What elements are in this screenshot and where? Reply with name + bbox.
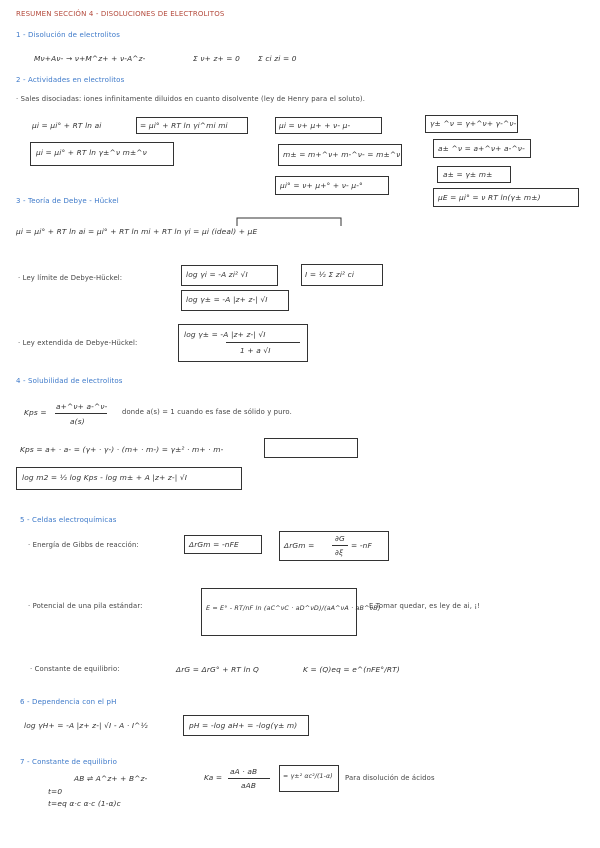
excess-potential-equation: μE = μi° = ν RT ln(γ± m±) [438,193,541,202]
section-2-heading: 2 - Actividades en electrolitos [16,76,125,84]
charge-balance-equation: Σ ν+ z+ = 0 [193,54,241,63]
acid-constant-label: Ka = [204,773,223,782]
ksp-denominator: a(s) [70,417,85,426]
potential-sum-equation: μi = ν+ μ+ + ν- μ- [279,121,351,130]
ksp-fraction-bar [55,413,107,414]
excess-term-bracket [235,216,345,228]
debye-huckel-potential-equation: μi = μi° + RT ln ai = μi° + RT ln mi + RT ln γi = μi (ideal) + μE [16,227,258,236]
ph-equation: pH = -log aH+ = -log(γ± m) [189,721,298,730]
extended-law-denominator: 1 + a √I [240,346,271,355]
ksp-expanded-equation: Kps = a+ · a- = (γ+ · γ-) · (m+ · m-) = γ±² · m+ · m- [20,445,224,454]
section-5-heading: 5 - Celdas electroquímicas [20,516,117,524]
chemical-potential-expanded: = μi° + RT ln γi^mi mi [140,121,228,130]
acid-constant-numerator: aA · aB [230,767,258,776]
nernst-box [201,588,357,636]
ionic-strength-equation: I = ½ Σ zi² ci [305,270,355,279]
nernst-label: · Potencial de una pila estándar: [28,602,143,610]
section-7-heading: 7 - Constante de equilibrio [20,758,118,766]
ksp-numerator: a+^ν+ a-^ν- [56,402,108,411]
weak-acid-equilibrium: AB ⇌ A^z+ + B^z- [74,774,148,783]
nernst-equation: E = E° - RT/nF ln (aC^νC · aD^νD)/(aA^νA · aB^νB) [206,604,381,612]
solubility-equation: log m2 = ½ log Kps - log m± + A |z+ z-| √I [22,473,188,482]
activity-product-equation: a± = γ± m± [443,170,493,179]
acid-constant-denominator: aAB [241,781,257,790]
mean-activity-equation: a± ^ν = a+^ν+ a-^ν- [438,144,525,153]
gibbs-equation: ΔrGm = -nFE [189,540,239,549]
standard-potential-equation: μi° = ν+ μ+° + ν- μ-° [280,181,363,190]
extended-law-fraction-bar [226,342,300,343]
mean-activity-coefficient-equation: γ± ^ν = γ+^ν+ γ-^ν- [430,119,517,128]
reaction-gibbs-equation: ΔrG = ΔrG° + RT ln Q [176,665,260,674]
limiting-law-label: · Ley límite de Debye-Hückel: [18,274,123,282]
document-title: RESUMEN SECCIÓN 4 - DISOLUCIONES DE ELECTROLITOS [16,10,225,18]
limiting-law-equation-2: log γ± = -A |z+ z-| √I [186,295,268,304]
mean-potential-equation: μi = μi° + RT ln γ±^ν m±^ν [36,148,147,157]
ksp-label: Kps = [24,408,47,417]
section-1-heading: 1 - Disolución de electrolitos [16,31,121,39]
acid-constant-note: Para disolución de ácidos [345,774,435,782]
ksp-result-box [264,438,358,458]
section-3-heading: 3 - Teoría de Debye - Hückel [16,197,119,205]
ksp-note: donde a(s) = 1 cuando es fase de sólido y puro. [122,408,292,416]
equilibrium-label: · Constante de equilibrio: [30,665,120,673]
limiting-law-equation-1: log γi = -A zi² √I [186,270,248,279]
acid-constant-result: = γ±² αc²/(1-α) [283,773,333,780]
extended-law-numerator: log γ± = -A |z+ z-| √I [184,330,266,339]
gibbs-label: · Energía de Gibbs de reacción: [28,541,139,549]
section-6-heading: 6 - Dependencia con el pH [20,698,117,706]
dissociation-equation: Mν+Aν- → ν+M^z+ + ν-A^z- [34,54,146,63]
electroneutrality-equation: Σ ci zi = 0 [258,54,297,63]
acid-constant-bar [228,778,270,779]
extended-law-label: · Ley extendida de Debye-Hückel: [18,339,138,347]
mean-molality-equation: m± = m+^ν+ m-^ν- = m±^ν [283,150,401,159]
section-4-heading: 4 - Solubilidad de electrolitos [16,377,123,385]
ph-activity-equation: log γH+ = -A |z+ z-| √I - A · I^½ [24,721,148,730]
chemical-potential-equation: μi = μi° + RT ln ai [32,121,102,130]
gibbs-derivative-numerator: ∂G [335,534,345,543]
section-2-note: · Sales disociadas: iones infinitamente diluidos en cuanto disolvente (ley de Henry para el soluto). [16,95,366,103]
nernst-note: E Tomar quedar, es ley de ai, ¡! [369,602,481,610]
gibbs-derivative-denominator: ∂ξ [335,548,344,557]
equilibrium-constant-equation: K = (Q)eq = e^(nFE°/RT) [303,665,400,674]
gibbs-derivative-left: ΔrGm = [284,541,315,550]
gibbs-derivative-right: = -nF [351,541,372,550]
gibbs-derivative-bar [332,545,348,546]
initial-time-label: t=0 [48,787,63,796]
equilibrium-time-row: t=eq α·c α·c (1-α)c [48,799,121,808]
